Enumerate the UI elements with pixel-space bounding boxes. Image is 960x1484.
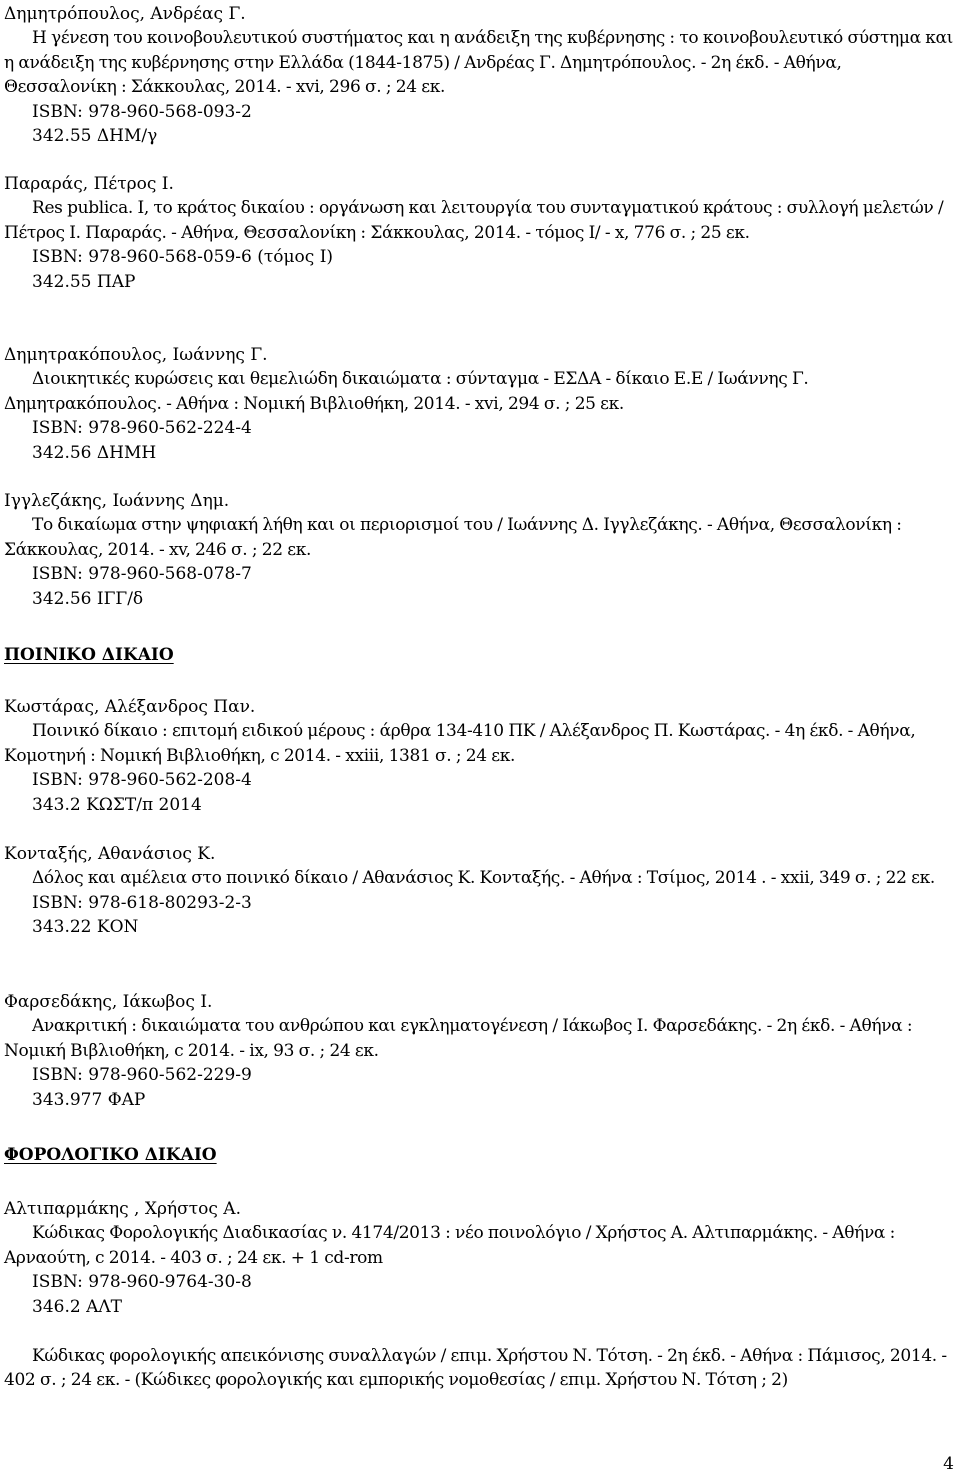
- entry-callnumber: 342.56 ΙΓΓ/δ: [32, 588, 144, 609]
- entry-isbn: ISBN: 978-960-562-208-4: [32, 770, 252, 791]
- section-heading-tax-law: ΦΟΡΟΛΟΓΙΚΟ ΔΙΚΑΙΟ: [4, 1145, 217, 1165]
- entry-description: Κώδικας φορολογικής απεικόνισης συναλλαγών / επιμ. Χρήστου Ν. Τότση. - 2η έκδ. - Αθήνα : Πάμισος, 2014. - 402 σ. ; 24 εκ. - (Κώδικες φορολογικής και εμπορικής νομοθεσίας / επιμ. Χρήστου Ν. Τότση ; 2): [4, 1346, 947, 1391]
- entry-author: Δημητρόπουλος, Ανδρέας Γ.: [4, 4, 246, 24]
- entry-description: Η γένεση του κοινοβουλευτικού συστήματος και η ανάδειξη της κυβέρνησης : το κοινοβουλευτικό σύστημα και η ανάδειξη της κυβέρνησης στην Ελλάδα (1844-1875) / Ανδρέας Γ. Δημητρόπουλος. - 2η έκδ. - Αθήνα, Θεσσαλονίκη : Σάκκουλας, 2014. - xvi, 296 σ. ; 24 εκ.: [4, 28, 953, 98]
- entry-author: Κωστάρας, Αλέξανδρος Παν.: [4, 697, 256, 717]
- entry-callnumber: 342.55 ΔΗΜ/γ: [32, 126, 158, 147]
- entry-callnumber: 343.2 ΚΩΣΤ/π 2014: [32, 794, 202, 815]
- entry-callnumber: 342.56 ΔΗΜΗ: [32, 442, 157, 463]
- entry-author: Κονταξής, Αθανάσιος Κ.: [4, 844, 216, 864]
- entry-isbn: ISBN: 978-618-80293-2-3: [32, 892, 252, 913]
- catalog-entry: [4, 2, 954, 148]
- catalog-entry: [4, 990, 954, 1112]
- catalog-entry: [4, 489, 954, 611]
- entry-description: Το δικαίωμα στην ψηφιακή λήθη και οι περιορισμοί του / Ιωάννης Δ. Ιγγλεζάκης. - Αθήνα, Θεσσαλονίκη : Σάκκουλας, 2014. - xv, 246 σ. ; 22 εκ.: [4, 515, 902, 560]
- entry-description: Ανακριτική : δικαιώματα του ανθρώπου και εγκληματογένεση / Ιάκωβος Ι. Φαρσεδάκης. - 2η έκδ. - Αθήνα : Νομική Βιβλιοθήκη, c 2014. - ix, 93 σ. ; 24 εκ.: [4, 1016, 913, 1061]
- entry-description: Δόλος και αμέλεια στο ποινικό δίκαιο / Αθανάσιος Κ. Κονταξής. - Αθήνα : Τσίμος, 2014 . - xxii, 349 σ. ; 22 εκ.: [32, 868, 935, 889]
- entry-description: Ποινικό δίκαιο : επιτομή ειδικού μέρους : άρθρα 134-410 ΠΚ / Αλέξανδρος Π. Κωστάρας. - 4η έκδ. - Αθήνα, Κομοτηνή : Νομική Βιβλιοθήκη, c 2014. - xxiii, 1381 σ. ; 24 εκ.: [4, 721, 916, 766]
- entry-author: Αλτιπαρμάκης , Χρήστος Α.: [4, 1199, 241, 1219]
- entry-callnumber: 342.55 ΠΑΡ: [32, 271, 136, 292]
- entry-callnumber: 343.977 ΦΑΡ: [32, 1089, 146, 1110]
- entry-callnumber: 343.22 ΚΟΝ: [32, 917, 139, 938]
- entry-description: Κώδικας Φορολογικής Διαδικασίας ν. 4174/2013 : νέο ποινολόγιο / Χρήστος Α. Αλτιπαρμάκης. - Αθήνα : Αρναούτη, c 2014. - 403 σ. ; 24 εκ. + 1 cd-rom: [4, 1223, 895, 1268]
- entry-author: Δημητρακόπουλος, Ιωάννης Γ.: [4, 345, 268, 365]
- entry-author: Ιγγλεζάκης, Ιωάννης Δημ.: [4, 491, 230, 511]
- entry-isbn: ISBN: 978-960-562-229-9: [32, 1065, 252, 1086]
- page-number: 4: [943, 1454, 954, 1474]
- entry-isbn: ISBN: 978-960-562-224-4: [32, 418, 252, 439]
- entry-description: Διοικητικές κυρώσεις και θεμελιώδη δικαιώματα : σύνταγμα - ΕΣΔΑ - δίκαιο Ε.Ε / Ιωάννης Γ. Δημητρακόπουλος. - Αθήνα : Νομική Βιβλιοθήκη, 2014. - xvi, 294 σ. ; 25 εκ.: [4, 369, 809, 414]
- entry-isbn: ISBN: 978-960-568-059-6 (τόμος Ι): [32, 247, 334, 268]
- catalog-entry: [4, 343, 954, 465]
- entry-description: Res publica. I, το κράτος δικαίου : οργάνωση και λειτουργία του συνταγματικού κράτους : συλλογή μελετών / Πέτρος Ι. Παραράς. - Αθήνα, Θεσσαλονίκη : Σάκκουλας, 2014. - τόμος Ι/ - x, 776 σ. ; 25 εκ.: [4, 198, 944, 243]
- catalog-entry: [4, 695, 954, 817]
- entry-isbn: ISBN: 978-960-568-093-2: [32, 101, 252, 122]
- catalog-entry: [4, 172, 954, 294]
- entry-isbn: ISBN: 978-960-568-078-7: [32, 564, 252, 585]
- catalog-entry: [4, 1197, 954, 1319]
- section-heading-penal-law: ΠΟΙΝΙΚΟ ΔΙΚΑΙΟ: [4, 645, 174, 665]
- entry-author: Παραράς, Πέτρος Ι.: [4, 174, 174, 194]
- entry-author: Φαρσεδάκης, Ιάκωβος Ι.: [4, 992, 213, 1012]
- entry-isbn: ISBN: 978-960-9764-30-8: [32, 1272, 252, 1293]
- catalog-entry: [4, 842, 954, 940]
- catalog-entry: [4, 1344, 954, 1393]
- entry-callnumber: 346.2 ΑΛΤ: [32, 1296, 122, 1317]
